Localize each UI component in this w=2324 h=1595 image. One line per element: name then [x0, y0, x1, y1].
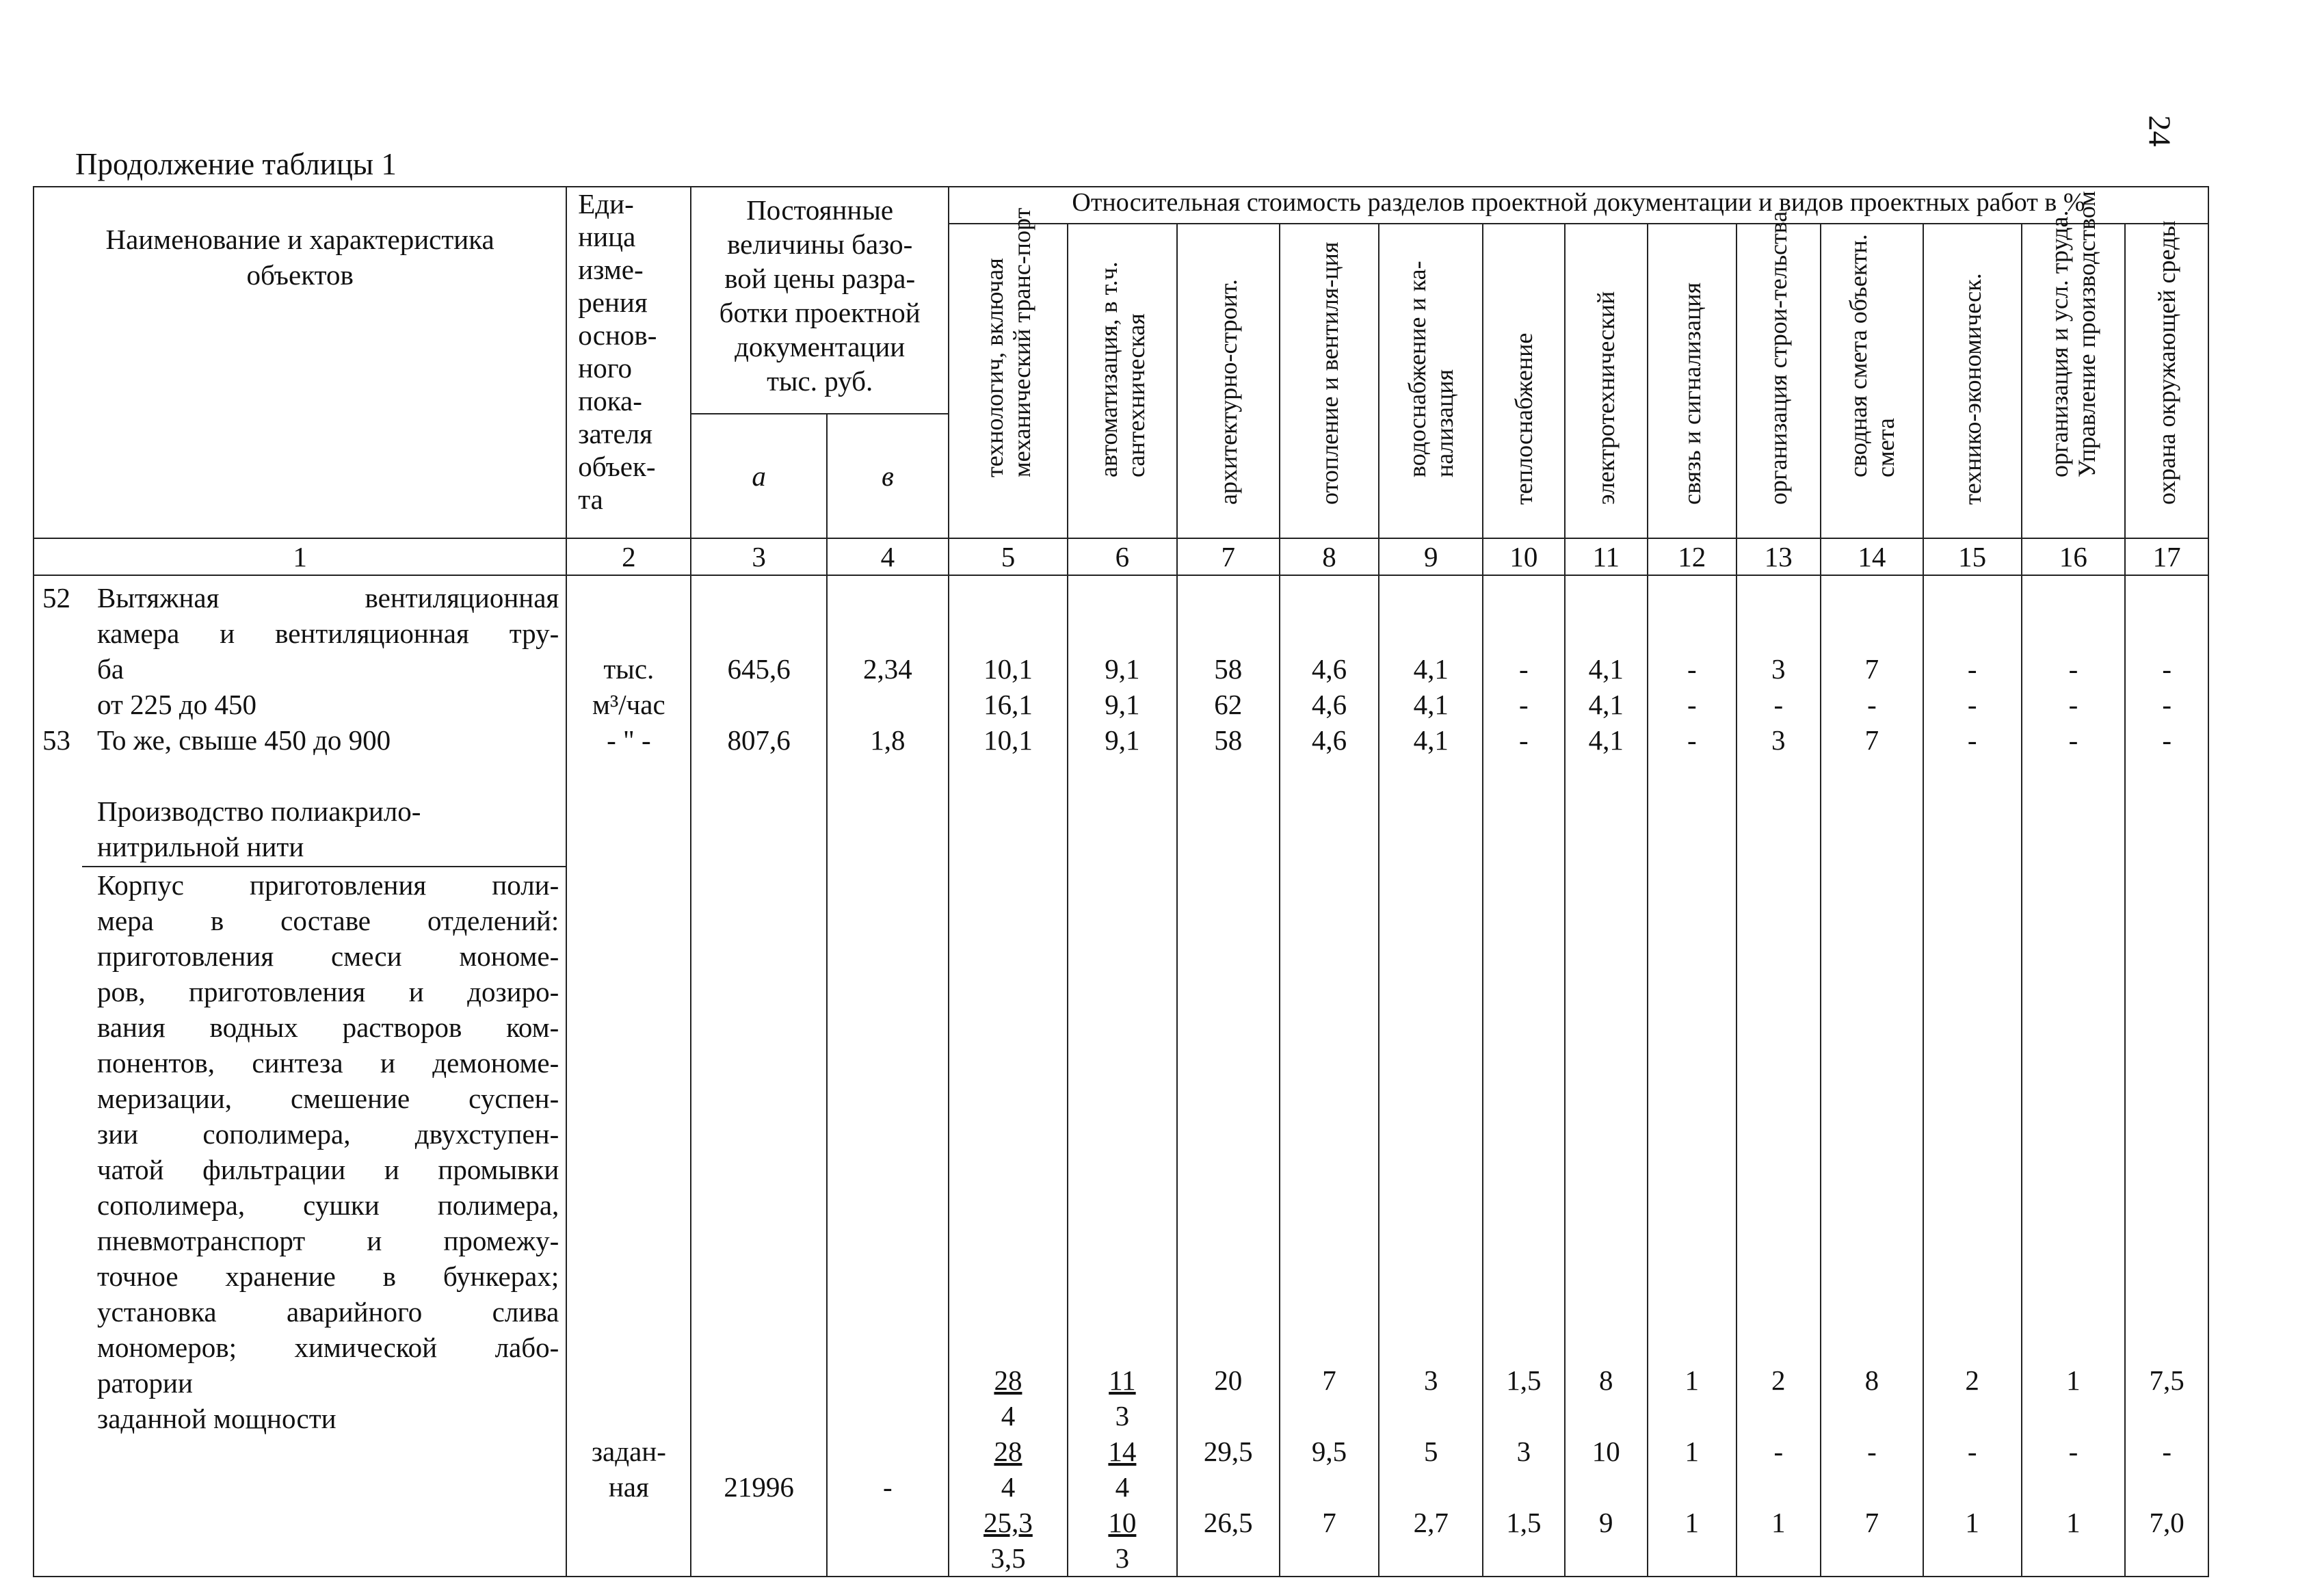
header-unit-line: объек- — [578, 451, 656, 482]
corpus-line: зии сополимера, двухступен- — [97, 1118, 559, 1150]
corpus-line: заданной мощности — [97, 1403, 336, 1434]
value-cell: - — [2162, 724, 2171, 756]
value-cell: 9,1 — [1105, 689, 1140, 720]
row-text: камера и вентиляционная тру- — [97, 618, 559, 649]
value-cell: - — [1519, 724, 1529, 756]
value-cell: 1 — [1685, 1436, 1700, 1467]
body-col-7 — [1177, 575, 1280, 1577]
value-cell: 4,1 — [1413, 724, 1449, 756]
header-name-line: Наименование и характеристика — [105, 224, 494, 255]
column-number: 6 — [1068, 538, 1177, 575]
corpus-line: мономеров; химической лабо- — [97, 1332, 559, 1363]
column-number: 9 — [1379, 538, 1483, 575]
value-cell: 4,6 — [1311, 689, 1347, 720]
value-cell: 4,1 — [1413, 653, 1449, 685]
value-cell: 4,1 — [1588, 724, 1624, 756]
value-b: 1,8 — [870, 724, 906, 756]
cost-table — [33, 186, 2209, 1577]
value-cell: - — [1867, 689, 1877, 720]
header-name — [34, 187, 566, 538]
column-number: 10 — [1483, 538, 1564, 575]
value-a: 21996 — [724, 1471, 794, 1503]
row-53-line — [42, 722, 559, 758]
value-cell: 8 — [1599, 1365, 1613, 1396]
header-const-line: ботки проектной — [719, 297, 921, 328]
header-section-12: связь и сигнализация — [1648, 224, 1737, 538]
page-number: 24 — [2142, 115, 2178, 147]
header-section-5: технологич, включая механический транс-порт — [949, 224, 1068, 538]
unit-cell: ная — [608, 1471, 649, 1503]
header-const-price — [691, 187, 948, 414]
corpus-line: мера в составе отделений: — [97, 905, 559, 936]
value-cell: 4,1 — [1413, 689, 1449, 720]
header-section-17: охрана окружающей среды — [2125, 224, 2208, 538]
value-cell: 1 — [1965, 1507, 1979, 1538]
value-cell: 3 — [1771, 653, 1786, 685]
body-col-15 — [1923, 575, 2022, 1577]
value-cell: 16,1 — [983, 689, 1033, 720]
corpus-line: чатой фильтрации и промывки — [97, 1154, 559, 1185]
header-unit-line: рения — [578, 287, 648, 318]
value-cell: 5 — [1424, 1436, 1438, 1467]
column-number: 1 — [34, 538, 566, 575]
value-cell: 26,5 — [1203, 1507, 1253, 1538]
value-cell: - — [1773, 1436, 1784, 1467]
value-cell: 2,7 — [1413, 1507, 1449, 1538]
header-section-15: технико-экономическ. — [1923, 224, 2022, 538]
value-cell: 4 — [1115, 1471, 1130, 1503]
value-cell: 9,5 — [1311, 1436, 1347, 1467]
header-const-line: тыс. руб. — [767, 365, 873, 397]
body-col-12 — [1648, 575, 1737, 1577]
header-const-line: Постоянные — [746, 194, 894, 226]
corpus-line: ратории — [97, 1367, 193, 1399]
header-unit — [566, 187, 691, 538]
header-section-10: теплоснабжение — [1483, 224, 1564, 538]
value-cell: 28 — [994, 1365, 1022, 1396]
header-section-8: отопление и вентиля-ция — [1280, 224, 1379, 538]
header-unit-line: ного — [578, 352, 633, 384]
unit-cell: м³/час — [592, 689, 665, 720]
body-col-8 — [1280, 575, 1379, 1577]
value-cell: 4,6 — [1311, 724, 1347, 756]
body-col-6 — [1068, 575, 1177, 1577]
value-cell: - — [2162, 653, 2171, 685]
value-b: 2,34 — [862, 653, 912, 685]
column-number: 15 — [1923, 538, 2022, 575]
corpus-line: ров, приготовления и дозиро- — [97, 976, 559, 1007]
corpus-line: сополимера, сушки полимера, — [97, 1189, 559, 1221]
value-cell: 1 — [1771, 1507, 1786, 1538]
body-units — [566, 575, 691, 1577]
column-number: 16 — [2022, 538, 2126, 575]
value-cell: - — [1687, 653, 1697, 685]
row-text: Вытяжная вентиляционная — [97, 582, 559, 614]
row-52-line — [42, 580, 559, 616]
value-cell: 4,1 — [1588, 689, 1624, 720]
column-number: 13 — [1737, 538, 1821, 575]
column-number: 17 — [2125, 538, 2208, 575]
value-cell: - — [2068, 724, 2078, 756]
header-section-7: архитектурно-строит. — [1177, 224, 1280, 538]
value-cell: - — [1967, 689, 1977, 720]
value-cell: 10 — [1108, 1507, 1137, 1538]
value-cell: - — [1519, 653, 1529, 685]
header-unit-line: зателя — [578, 418, 653, 449]
header-section-11: электротехнический — [1565, 224, 1648, 538]
column-number: 2 — [566, 538, 691, 575]
body-col-14 — [1821, 575, 1923, 1577]
value-cell: - — [1867, 1436, 1877, 1467]
value-cell: 29,5 — [1203, 1436, 1253, 1467]
body-b — [827, 575, 949, 1577]
header-unit-line: изме- — [578, 254, 644, 285]
value-cell: 7 — [1322, 1365, 1336, 1396]
value-cell: - — [2068, 1436, 2078, 1467]
corpus-line: Корпус приготовления поли- — [97, 869, 559, 901]
header-unit-line: основ- — [578, 319, 657, 351]
value-cell: 4,1 — [1588, 653, 1624, 685]
column-number: 7 — [1177, 538, 1280, 575]
value-cell: 3 — [1516, 1436, 1531, 1467]
header-const-line: документации — [735, 331, 906, 362]
value-cell: 3 — [1115, 1542, 1130, 1574]
value-cell: 11 — [1109, 1365, 1136, 1396]
corpus-line: пневмотранспорт и промежу- — [97, 1225, 559, 1256]
header-section-13: организация строи-тельства — [1737, 224, 1821, 538]
value-cell: 1 — [2066, 1365, 2081, 1396]
body-col-16 — [2022, 575, 2126, 1577]
value-cell: 7 — [1322, 1507, 1336, 1538]
column-number: 4 — [827, 538, 949, 575]
value-cell: - — [1519, 689, 1529, 720]
header-section-6: автоматизация, в т.ч. сантехническая — [1068, 224, 1177, 538]
row-number: 53 — [42, 724, 70, 756]
header-const-line: вой цены разра- — [724, 263, 916, 294]
value-cell: 28 — [994, 1436, 1022, 1467]
body-col-11 — [1565, 575, 1648, 1577]
value-a: 645,6 — [727, 653, 791, 685]
value-cell: - — [1967, 1436, 1977, 1467]
section-title-line: нитрильной нити — [82, 829, 566, 867]
column-numbers-row — [34, 538, 2208, 575]
value-cell: 14 — [1108, 1436, 1137, 1467]
body-col-17 — [2125, 575, 2208, 1577]
value-cell: - — [2162, 1436, 2171, 1467]
value-cell: 2 — [1771, 1365, 1786, 1396]
header-relative-cost: Относительная стоимость разделов проектной документации и видов проектных работ в % — [949, 187, 2208, 224]
header-unit-line: та — [578, 484, 603, 515]
column-number: 5 — [949, 538, 1068, 575]
value-cell: 7 — [1864, 724, 1879, 756]
row-text: ба — [97, 653, 124, 685]
body-names — [34, 575, 566, 1577]
header-section-16: организация и усл. труда. Управление производством — [2022, 224, 2126, 538]
value-cell: 1,5 — [1506, 1365, 1542, 1396]
unit-cell: тыс. — [603, 653, 655, 685]
value-cell: 7,0 — [2149, 1507, 2184, 1538]
body-col-9 — [1379, 575, 1483, 1577]
header-unit-line: ница — [578, 221, 636, 252]
column-number: 14 — [1821, 538, 1923, 575]
value-cell: 3 — [1115, 1400, 1130, 1432]
body-a — [691, 575, 826, 1577]
value-cell: - — [1967, 653, 1977, 685]
value-cell: 9,1 — [1105, 724, 1140, 756]
value-cell: - — [1687, 689, 1697, 720]
value-cell: 9 — [1599, 1507, 1613, 1538]
header-section-14: сводная смета объектн. смета — [1821, 224, 1923, 538]
body-col-10 — [1483, 575, 1564, 1577]
body-col-13 — [1737, 575, 1821, 1577]
value-cell: - — [1687, 724, 1697, 756]
value-cell: 10,1 — [983, 724, 1033, 756]
row-number: 52 — [42, 582, 70, 614]
unit-cell: - " - — [607, 724, 651, 756]
header-unit-line: пока- — [578, 385, 642, 417]
header-const-line: величины базо- — [727, 228, 913, 260]
corpus-line: приготовления смеси мономе- — [97, 940, 559, 972]
value-cell: 2 — [1965, 1365, 1979, 1396]
column-number: 3 — [691, 538, 826, 575]
value-cell: 7,5 — [2149, 1365, 2184, 1396]
value-cell: 7 — [1864, 653, 1879, 685]
header-unit-line: Еди- — [578, 188, 634, 220]
column-number: 11 — [1565, 538, 1648, 575]
value-cell: - — [2068, 689, 2078, 720]
unit-cell: задан- — [591, 1436, 666, 1467]
column-number: 12 — [1648, 538, 1737, 575]
value-a: 807,6 — [727, 724, 791, 756]
value-cell: 3,5 — [990, 1542, 1026, 1574]
value-cell: 7 — [1864, 1507, 1879, 1538]
value-cell: 4,6 — [1311, 653, 1347, 685]
column-number: 8 — [1280, 538, 1379, 575]
value-cell: 1,5 — [1506, 1507, 1542, 1538]
table-caption: Продолжение таблицы 1 — [75, 147, 397, 181]
value-cell: 3 — [1424, 1365, 1438, 1396]
corpus-line: меризации, смешение суспен- — [97, 1083, 559, 1114]
corpus-line: установка аварийного слива — [97, 1296, 559, 1328]
corpus-line: понентов, синтеза и демономе- — [97, 1047, 559, 1079]
header-a: а — [691, 414, 826, 538]
row-text: от 225 до 450 — [97, 689, 256, 720]
corpus-line: вания водных растворов ком- — [97, 1012, 559, 1043]
value-cell: 10 — [1592, 1436, 1620, 1467]
value-cell: 20 — [1214, 1365, 1243, 1396]
value-cell: - — [2162, 689, 2171, 720]
value-cell: 58 — [1214, 724, 1243, 756]
corpus-description — [42, 867, 559, 1436]
value-cell: 9,1 — [1105, 653, 1140, 685]
value-cell: - — [1773, 689, 1784, 720]
value-cell: 62 — [1214, 689, 1243, 720]
value-cell: - — [2068, 653, 2078, 685]
section-title-line: Производство полиакрило- — [97, 795, 421, 827]
table-body-row — [34, 575, 2208, 1577]
value-cell: - — [1967, 724, 1977, 756]
value-cell: 10,1 — [983, 653, 1033, 685]
value-b: - — [883, 1471, 893, 1503]
value-cell: 25,3 — [983, 1507, 1033, 1538]
value-cell: 1 — [1685, 1365, 1700, 1396]
header-section-9: водоснабжение и ка-нализация — [1379, 224, 1483, 538]
body-col-5 — [949, 575, 1068, 1577]
corpus-line: точное хранение в бункерах; — [97, 1261, 559, 1292]
value-cell: 1 — [1685, 1507, 1700, 1538]
row-text: То же, свыше 450 до 900 — [97, 724, 391, 756]
value-cell: 1 — [2066, 1507, 2081, 1538]
header-name-line: объектов — [246, 259, 354, 291]
header-b: в — [827, 414, 949, 538]
value-cell: 4 — [1001, 1471, 1016, 1503]
value-cell: 8 — [1864, 1365, 1879, 1396]
value-cell: 4 — [1001, 1400, 1016, 1432]
value-cell: 58 — [1214, 653, 1243, 685]
value-cell: 3 — [1771, 724, 1786, 756]
